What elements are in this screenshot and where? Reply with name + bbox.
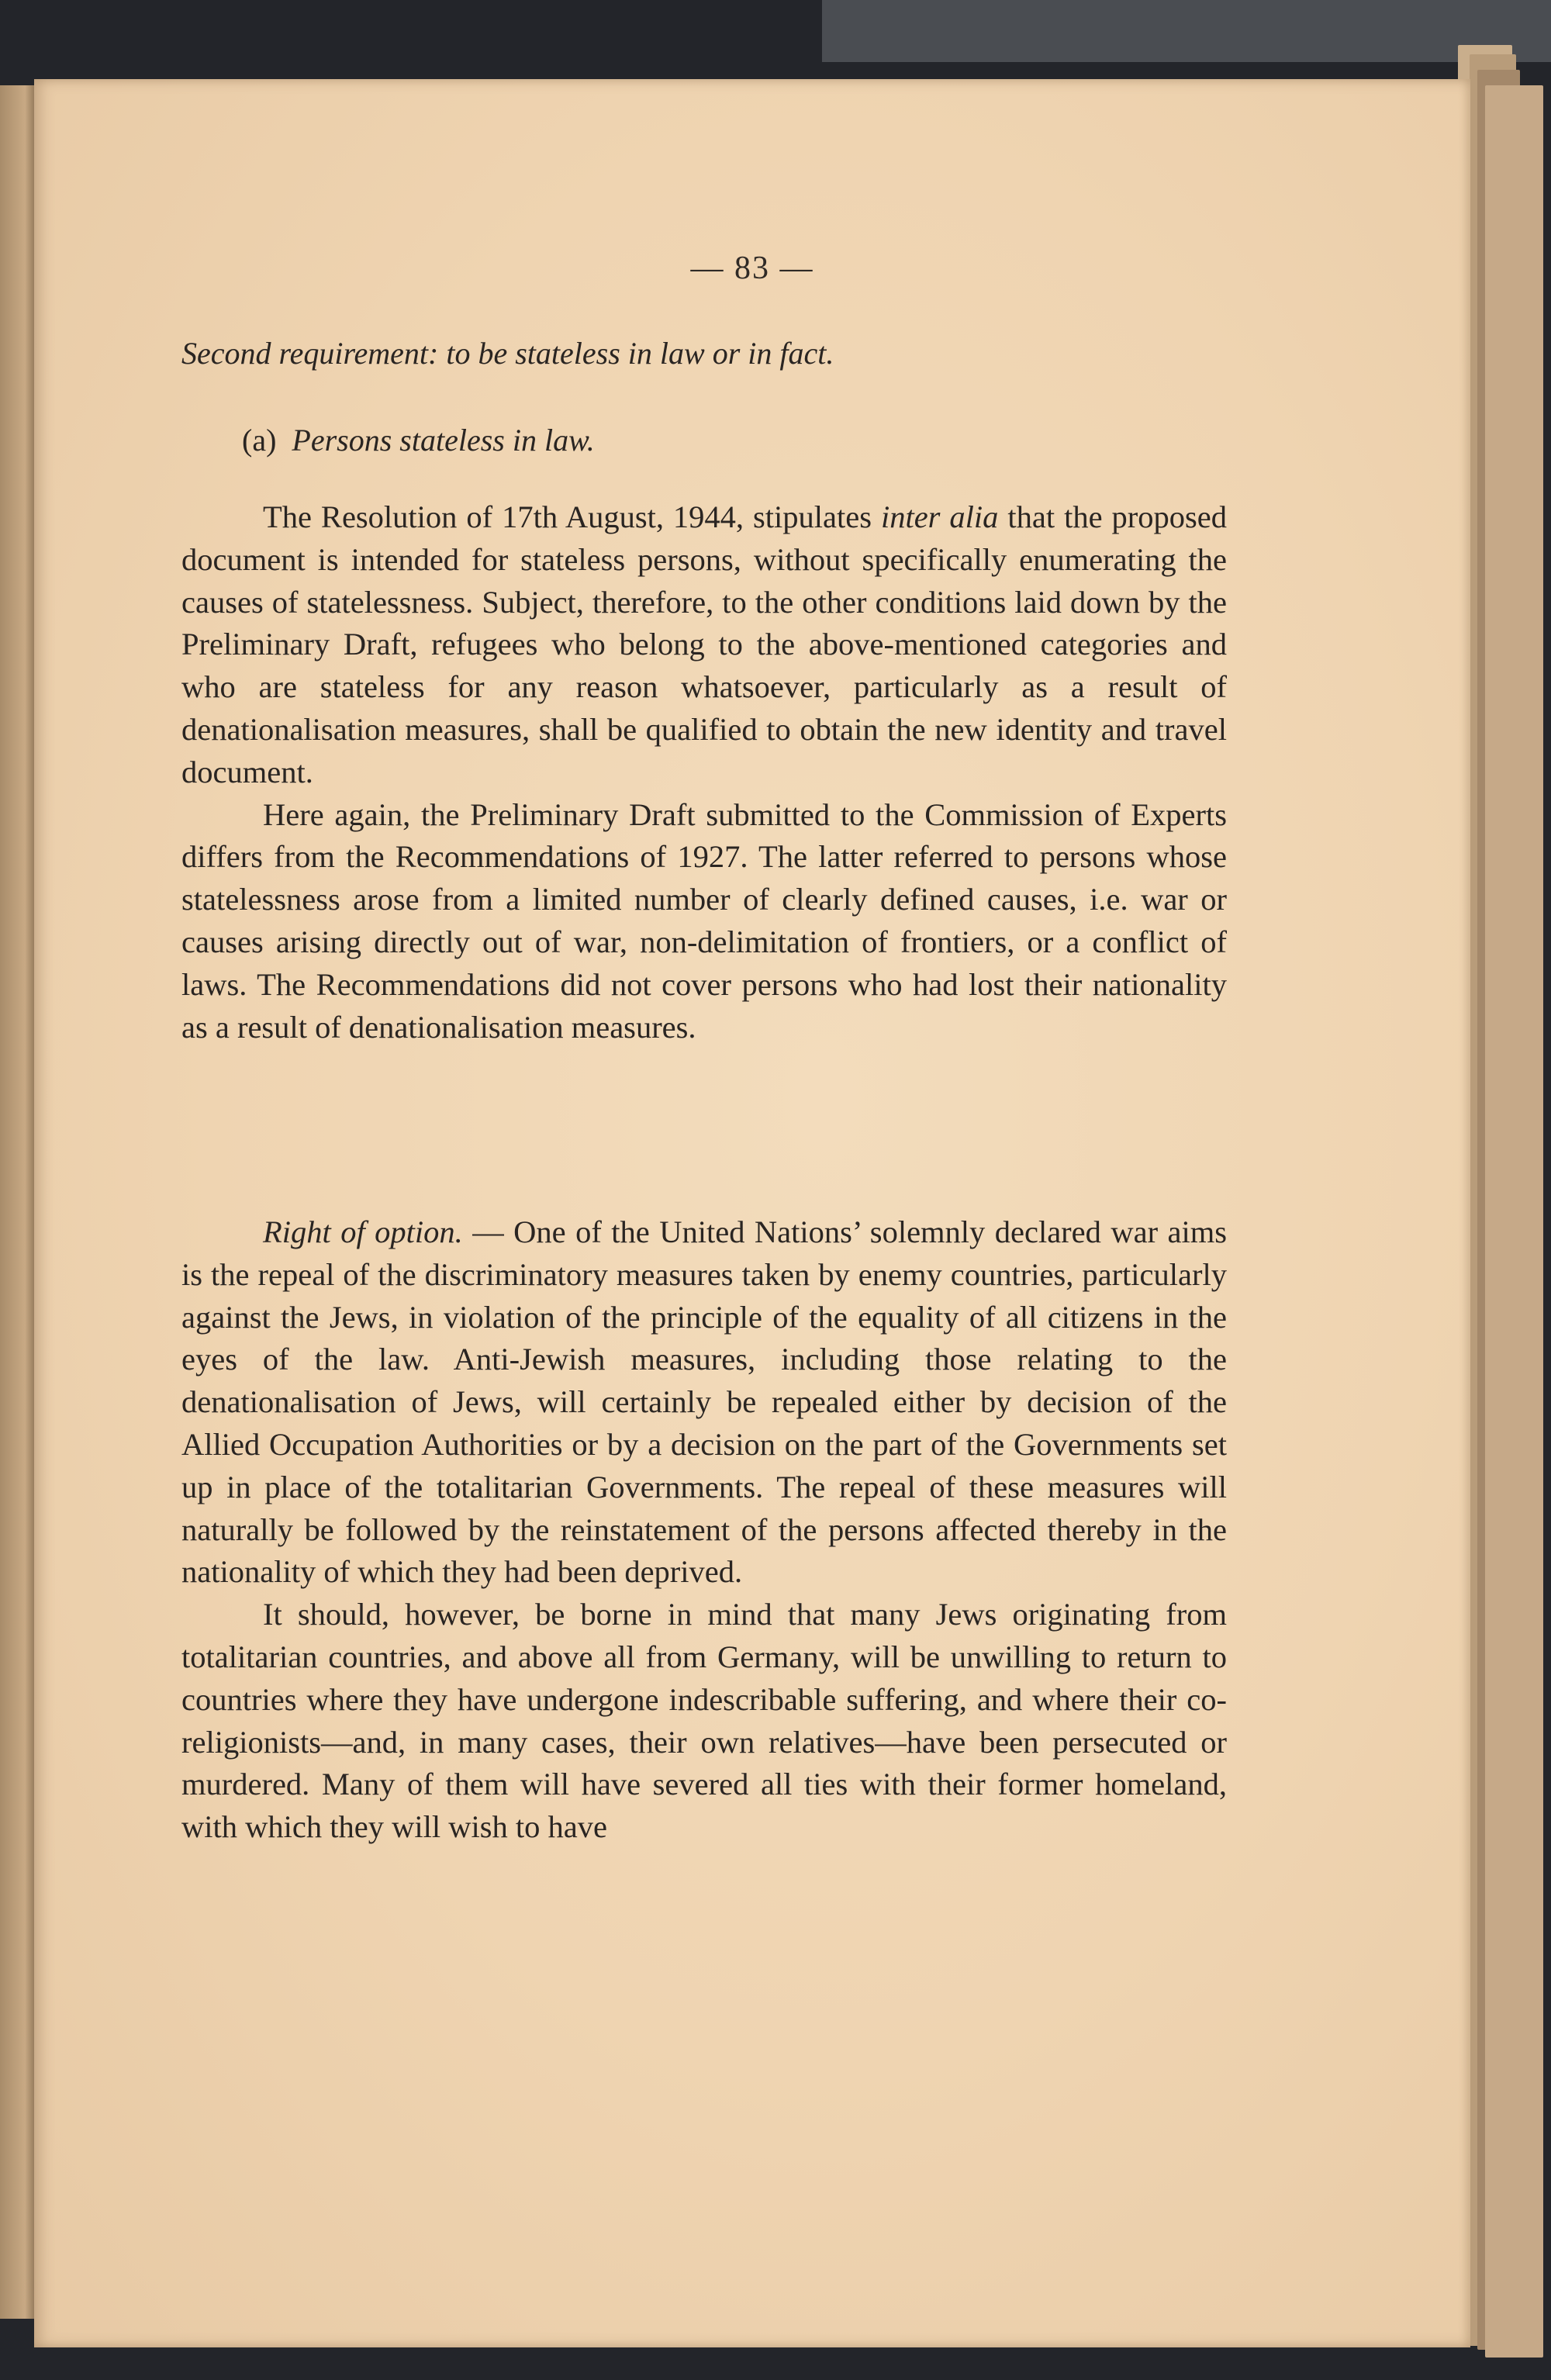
- paragraph-preliminary-draft: Here again, the Preliminary Draft submitted to the Commission of Experts differs from the Recommendations of 1927. The latter referred to persons whose statelessness arose from a limited number of clearly defined causes, i.e. war or causes arising directly out of war, non-delimitation of frontiers, or a conflict of laws. The Recommendations did not cover persons who had lost their nationality as a result of denationalisation measures.: [181, 796, 1227, 1045]
- page-number: — 83 —: [690, 250, 814, 286]
- paragraph-resolution: [181, 496, 1227, 794]
- section-heading-prefix: Second requirement: [181, 336, 429, 371]
- paragraph-text: that the proposed document is intended for stateless persons, without specifically enumerating the causes of statelessness. Subject, therefore, to the other conditions laid down by the Preliminary Draft, refugees who belong to the above-mentioned categories and who are stateless for any reason whatsoever, particularly as a result of denationalisation measures, shall be qualified to obtain the new identity and travel document.: [181, 499, 1227, 789]
- paragraph-italic-heading: Right of option.: [263, 1214, 463, 1249]
- subsection-title: Persons stateless in law.: [292, 423, 595, 458]
- paragraph-text: — One of the United Nations’ solemnly declared war aims is the repeal of the discriminatory measures taken by enemy countries, particularly against the Jews, in violation of the principle of the equality of all citizens in the eyes of the law. Anti-Jewish measures, including those relating to the denationalisation of Jews, will certainly be repealed either by decision of the Allied Occupation Authorities or by a decision on the part of the Governments set up in place of the totalitarian Governments. The repeal of these measures will naturally be followed by the reinstatement of the persons affected thereby in the nationality of which they had been deprived.: [181, 1214, 1227, 1590]
- scanner-backdrop: [822, 0, 1551, 62]
- page-stack-edge: [1485, 85, 1543, 2358]
- section-heading: [181, 335, 834, 371]
- body-text-block-2: [181, 1211, 1227, 1849]
- subsection-heading: [242, 422, 595, 458]
- paragraph-text: The Resolution of 17th August, 1944, stipulates: [263, 499, 881, 534]
- paragraph-jews-originating: It should, however, be borne in mind that many Jews originating from totalitarian countries, and above all from Germany, will be unwilling to return to countries where they have undergone indescribable suffering, and where their coreligionists—and, in many cases, their own relatives—have been persecuted or murdered. Many of them will have severed all ties with their former homeland, with which they will wish to have: [181, 1597, 1227, 1845]
- subsection-label: (a): [242, 423, 277, 458]
- book-page: [34, 79, 1470, 2347]
- paragraph-right-of-option: [181, 1211, 1227, 1594]
- section-heading-colon: :: [428, 336, 447, 371]
- section-heading-rest: to be stateless in law or in fact.: [446, 336, 834, 371]
- opposite-page-edge: [0, 85, 36, 2319]
- paragraph-italic-phrase: inter alia: [880, 499, 999, 534]
- body-text-block-1: [181, 496, 1227, 1048]
